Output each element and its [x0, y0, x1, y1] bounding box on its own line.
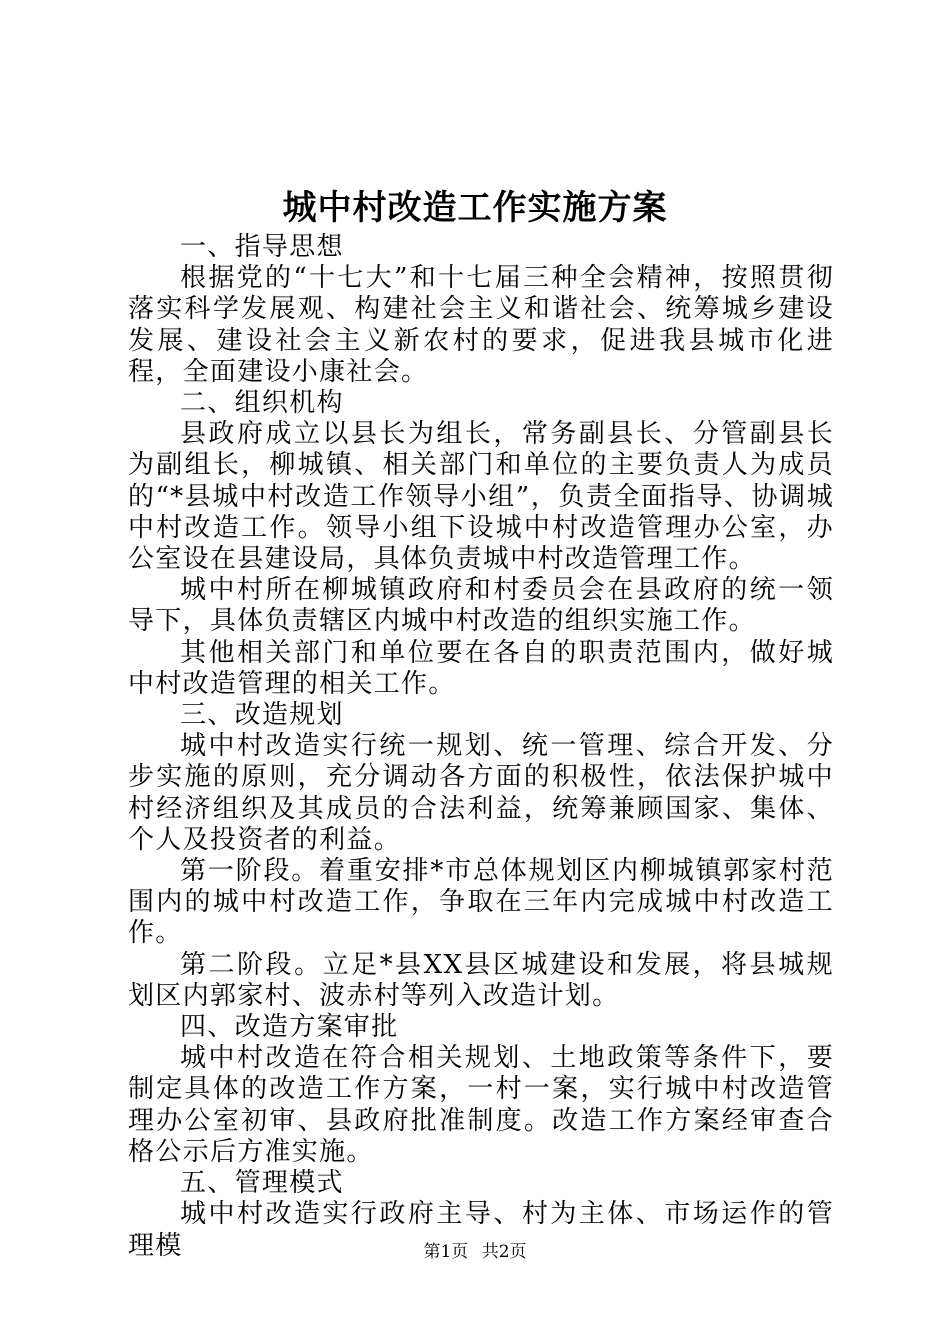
- page-total: 共2页: [481, 1242, 527, 1262]
- section-heading: 五、管理模式: [180, 1168, 344, 1199]
- paragraph: 根据党的“十七大”和十七届三种全会精神，按照贯彻落实科学发展观、构建社会主义和谐社会、统筹城乡建设发展、建设社会主义新农村的要求，促进我县城市化进程，全面建设小康社会。: [128, 263, 834, 387]
- document-body: [128, 232, 834, 1262]
- paragraph: 城中村改造在符合相关规划、土地政策等条件下，要制定具体的改造工作方案，一村一案，实行城中村改造管理办公室初审、县政府批准制度。改造工作方案经审查合格公示后方准实施。: [128, 1043, 834, 1167]
- paragraph: 城中村所在柳城镇政府和村委员会在县政府的统一领导下，具体负责辖区内城中村改造的组织实施工作。: [128, 575, 834, 637]
- section-heading: 三、改造规划: [180, 700, 344, 731]
- page-footer: [0, 1240, 950, 1264]
- section-heading: 四、改造方案审批: [180, 1012, 399, 1043]
- section-heading: 二、组织机构: [180, 388, 344, 419]
- paragraph: 城中村改造实行统一规划、统一管理、综合开发、分步实施的原则，充分调动各方面的积极性，依法保护城中村经济组织及其成员的合法利益，统筹兼顾国家、集体、个人及投资者的利益。: [128, 731, 834, 855]
- paragraph: 城中村改造实行政府主导、村为主体、市场运作的管理模: [128, 1199, 834, 1261]
- page-number: 第1页: [423, 1242, 469, 1262]
- document-title: 城中村改造工作实施方案: [282, 188, 668, 228]
- section-heading: 一、指导思想: [180, 232, 344, 262]
- paragraph: 第一阶段。着重安排*市总体规划区内柳城镇郭家村范围内的城中村改造工作，争取在三年内完成城中村改造工作。: [128, 856, 834, 949]
- paragraph: 第二阶段。立足*县XX县区城建设和发展，将县城规划区内郭家村、波赤村等列入改造计划。: [128, 949, 834, 1011]
- paragraph: 县政府成立以县长为组长，常务副县长、分管副县长为副组长，柳城镇、相关部门和单位的主要负责人为成员的“*县城中村改造工作领导小组”，负责全面指导、协调城中村改造工作。领导小组下设城中村改造管理办公室，办公室设在县建设局，具体负责城中村改造管理工作。: [128, 419, 834, 575]
- paragraph: 其他相关部门和单位要在各自的职责范围内，做好城中村改造管理的相关工作。: [128, 637, 834, 699]
